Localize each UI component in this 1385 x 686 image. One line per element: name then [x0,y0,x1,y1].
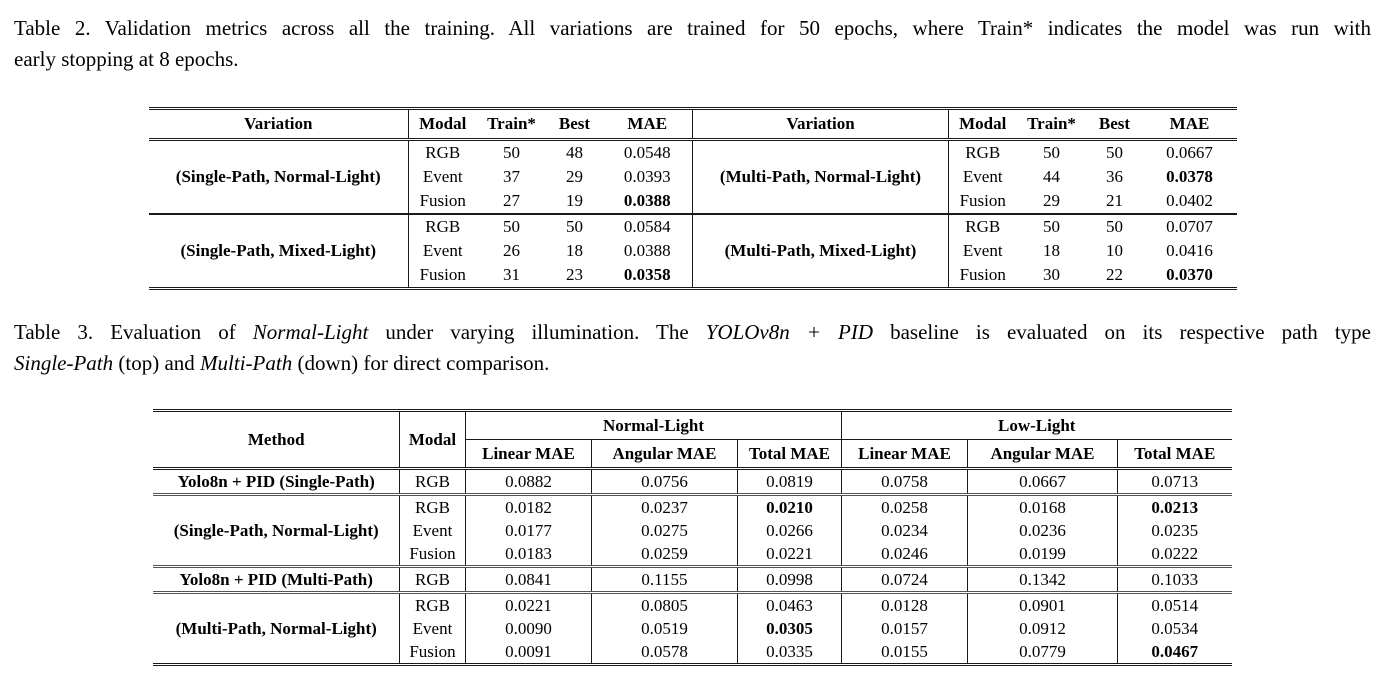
t3-ll-angular-cell: 0.0236 [967,519,1117,542]
t2-modal-cell: Event [409,165,477,189]
t2-train-cell: 30 [1043,265,1060,284]
t2-header-modal-left: Modal [409,109,477,140]
t2-mae-cell: 0.0707 [1143,214,1237,239]
caption-italic-segment: YOLOv8n + PID [705,320,874,344]
t3-nl-total-cell: 0.0463 [737,593,841,618]
t3-ll-linear-cell: 0.0157 [841,617,967,640]
table-row [153,593,1231,618]
t3-header-nl-linear-mae: Linear MAE [465,440,591,469]
t2-header-variation-left: Variation [149,109,409,140]
t3-nl-total-cell: 0.0266 [737,519,841,542]
t2-best-cell: 19 [566,191,583,210]
t2-variation-cell: (Single-Path, Mixed-Light) [149,214,409,289]
t3-nl-total-cell: 0.0221 [737,542,841,567]
table2-validation-metrics [149,107,1237,290]
t2-best-cell: 50 [1106,143,1123,162]
table2-caption [0,13,1385,75]
t2-mae-cell: 0.0402 [1166,191,1213,210]
table2-header-row [149,109,1237,140]
table3-caption-line1 [14,317,1371,348]
t3-header-nl-total-mae: Total MAE [737,440,841,469]
t3-nl-angular-cell: 0.0259 [591,542,737,567]
t2-mae-cell: 0.0388 [623,241,671,260]
t3-modal-cell: Event [399,617,465,640]
t2-best-cell: 21 [1106,191,1123,210]
t2-train-cell: 27 [503,191,520,210]
t2-mae-cell: 0.0388 [623,191,671,210]
t3-nl-total-cell: 0.0819 [737,469,841,495]
t3-ll-angular-cell: 0.0912 [967,617,1117,640]
t3-ll-total-cell: 0.1033 [1117,567,1231,593]
t2-modal-cell: RGB [409,214,477,239]
t3-header-normal-light: Normal-Light [465,411,841,440]
t2-train-cell: 50 [477,214,547,239]
table-row [153,567,1231,593]
t2-modal-cell: Fusion [949,189,1017,214]
t3-ll-total-cell: 0.0534 [1117,617,1231,640]
table3-header-row-groups [153,411,1231,440]
t3-header-low-light: Low-Light [841,411,1231,440]
t3-ll-total-cell: 0.0713 [1117,469,1231,495]
table-row [149,140,1237,166]
t3-ll-linear-cell: 0.0724 [841,567,967,593]
t3-nl-linear-cell: 0.0091 [465,640,591,665]
t3-ll-angular-cell: 0.0667 [967,469,1117,495]
t2-mae-cell: 0.0548 [623,143,671,162]
t2-header-best-right: Best [1087,109,1143,140]
t3-ll-linear-cell: 0.0246 [841,542,967,567]
t2-best-cell: 23 [566,265,583,284]
t3-nl-linear-cell: 0.0177 [465,519,591,542]
t3-modal-cell: RGB [399,567,465,593]
t2-train-cell: 50 [503,143,520,162]
t3-nl-linear-cell: 0.0183 [465,542,591,567]
t2-mae-cell: 0.0584 [603,214,693,239]
t3-modal-cell: Event [399,519,465,542]
t3-header-method: Method [153,411,399,469]
table-row [153,469,1231,495]
caption-italic-segment: Single-Path [14,351,114,375]
t3-modal-cell: Fusion [399,542,465,567]
t3-header-modal: Modal [399,411,465,469]
t3-ll-linear-cell: 0.0155 [841,640,967,665]
t2-best-cell: 50 [1087,214,1143,239]
caption-italic-segment: Multi-Path [200,351,293,375]
t2-train-cell: 50 [1017,214,1087,239]
t3-ll-angular-cell: 0.0779 [967,640,1117,665]
t3-method-cell: (Multi-Path, Normal-Light) [153,593,399,665]
t3-ll-linear-cell: 0.0258 [841,495,967,520]
t3-nl-angular-cell: 0.0805 [591,593,737,618]
t2-train-cell: 50 [1043,143,1060,162]
t2-train-cell: 29 [1043,191,1060,210]
t3-method-cell: Yolo8n + PID (Multi-Path) [153,567,399,593]
caption-text-segment: (down) for direct comparison. [292,351,550,375]
t2-modal-cell: Fusion [949,263,1017,289]
t2-mae-cell: 0.0393 [623,167,671,186]
t3-ll-angular-cell: 0.1342 [967,567,1117,593]
t2-modal-cell: Fusion [409,189,477,214]
table2-caption-line2: early stopping at 8 epochs. [14,47,239,71]
t2-header-train-left: Train* [477,109,547,140]
t2-best-cell: 29 [566,167,583,186]
t2-header-mae-left: MAE [603,109,693,140]
t3-ll-total-cell: 0.0467 [1117,640,1231,665]
t2-train-cell: 26 [503,241,520,260]
t3-nl-angular-cell: 0.0237 [591,495,737,520]
t3-modal-cell: Fusion [399,640,465,665]
t3-ll-total-cell: 0.0235 [1117,519,1231,542]
t2-header-modal-right: Modal [949,109,1017,140]
t2-variation-cell: (Multi-Path, Normal-Light) [693,140,949,215]
t2-header-mae-right: MAE [1143,109,1237,140]
t3-nl-angular-cell: 0.0519 [591,617,737,640]
t2-modal-cell: Event [949,165,1017,189]
t3-nl-total-cell: 0.0998 [737,567,841,593]
t3-modal-cell: RGB [399,469,465,495]
t3-modal-cell: RGB [399,495,465,520]
t2-mae-cell: 0.0370 [1166,265,1213,284]
t2-header-variation-right: Variation [693,109,949,140]
t2-modal-cell: Event [949,239,1017,263]
t3-ll-total-cell: 0.0213 [1117,495,1231,520]
t2-modal-cell: RGB [409,140,477,166]
t3-nl-total-cell: 0.0305 [737,617,841,640]
caption-text-segment: Table 3. Evaluation of [14,320,253,344]
t3-nl-linear-cell: 0.0221 [465,593,591,618]
t3-ll-angular-cell: 0.0901 [967,593,1117,618]
t3-nl-linear-cell: 0.0841 [465,567,591,593]
table-row [149,214,1237,239]
t3-ll-linear-cell: 0.0128 [841,593,967,618]
caption-text-segment: (top) and [113,351,201,375]
t2-modal-cell: Event [409,239,477,263]
t3-nl-angular-cell: 0.0578 [591,640,737,665]
t2-modal-cell: Fusion [409,263,477,289]
table-row [153,495,1231,520]
t3-header-ll-linear-mae: Linear MAE [841,440,967,469]
t3-nl-linear-cell: 0.0090 [465,617,591,640]
caption-text-segment: baseline is evaluated on its respective path type [873,320,1371,344]
t3-nl-total-cell: 0.0335 [737,640,841,665]
table3-caption [0,317,1385,379]
t3-header-ll-angular-mae: Angular MAE [967,440,1117,469]
t2-train-cell: 18 [1043,241,1060,260]
t3-ll-total-cell: 0.0514 [1117,593,1231,618]
t3-ll-angular-cell: 0.0199 [967,542,1117,567]
t2-best-cell: 10 [1106,241,1123,260]
t2-mae-cell: 0.0416 [1166,241,1213,260]
table2-caption-line1: Table 2. Validation metrics across all the training. All variations are trained for 50 epochs, where Train* indicates the model was run with [14,16,1371,40]
t2-variation-cell: (Multi-Path, Mixed-Light) [693,214,949,289]
table3-evaluation [153,409,1231,666]
table3-caption-line2 [14,348,1371,379]
t3-method-cell: Yolo8n + PID (Single-Path) [177,472,375,491]
t3-nl-angular-cell: 0.0275 [591,519,737,542]
t2-train-cell: 44 [1043,167,1060,186]
t2-train-cell: 31 [503,265,520,284]
t3-ll-total-cell: 0.0222 [1117,542,1231,567]
t3-ll-linear-cell: 0.0234 [841,519,967,542]
t2-best-cell: 18 [566,241,583,260]
t3-nl-angular-cell: 0.1155 [591,567,737,593]
t2-best-cell: 48 [566,143,583,162]
t2-variation-cell: (Single-Path, Normal-Light) [175,167,381,186]
t3-ll-linear-cell: 0.0758 [841,469,967,495]
caption-text-segment: under varying illumination. The [368,320,706,344]
t2-best-cell: 22 [1106,265,1123,284]
caption-italic-segment: Normal-Light [252,320,369,344]
t3-nl-linear-cell: 0.0182 [465,495,591,520]
t2-mae-cell: 0.0378 [1166,167,1213,186]
t3-modal-cell: RGB [399,593,465,618]
t2-modal-cell: RGB [949,214,1017,239]
t2-mae-cell: 0.0667 [1166,143,1213,162]
t3-nl-linear-cell: 0.0882 [465,469,591,495]
t2-header-best-left: Best [547,109,603,140]
t2-modal-cell: RGB [949,140,1017,166]
t2-train-cell: 37 [503,167,520,186]
t3-method-cell: (Single-Path, Normal-Light) [153,495,399,567]
t2-best-cell: 36 [1106,167,1123,186]
t3-header-ll-total-mae: Total MAE [1117,440,1231,469]
t3-nl-total-cell: 0.0210 [737,495,841,520]
t3-header-nl-angular-mae: Angular MAE [591,440,737,469]
t2-best-cell: 50 [547,214,603,239]
t3-nl-angular-cell: 0.0756 [591,469,737,495]
t3-ll-angular-cell: 0.0168 [967,495,1117,520]
t2-mae-cell: 0.0358 [623,265,671,284]
t2-header-train-right: Train* [1017,109,1087,140]
